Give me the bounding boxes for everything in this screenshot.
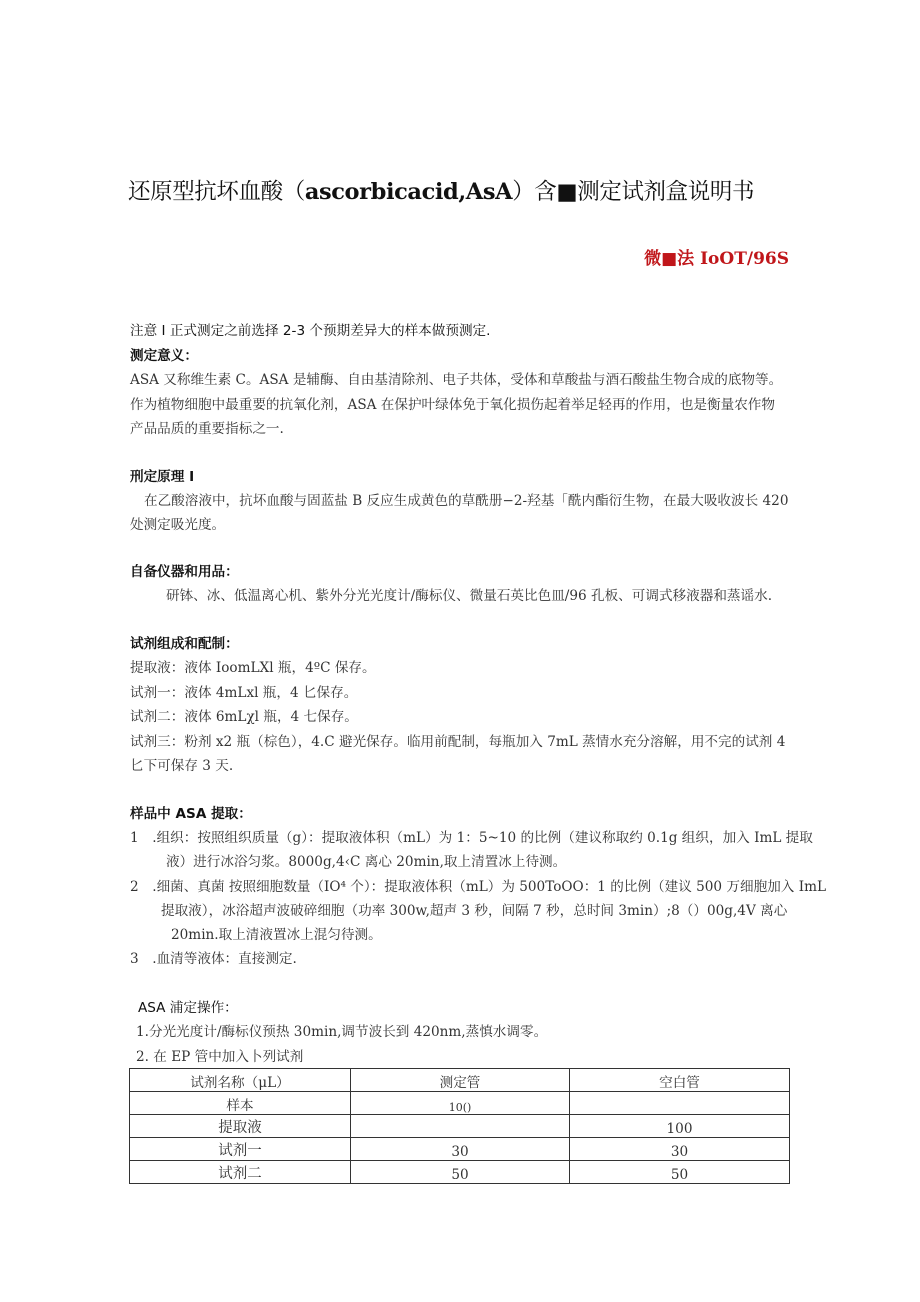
extraction-line: 提取液），冰浴超声波破碎细胞（功率 300w,超声 3 秒，间隔 7 秒，总时间 3min）;8（）00g,4V 离心 [161, 903, 788, 919]
principle-line: 在乙酸溶液中，抗坏血酸与固蓝盐 B 反应生成黄色的草酰册−2-羟基「酰内酯衍生物，在最大吸收波长 420 [144, 493, 789, 509]
reagent-line: 试剂一：液体 4mLxl 瓶，4 匕保存。 [130, 685, 358, 701]
table-cell: 50 [351, 1161, 570, 1184]
reagent-table [129, 1068, 790, 1184]
method-code: 微■法 IoOT/96S [644, 249, 789, 269]
principle-line: 处测定吸光度。 [130, 517, 226, 533]
table-header-cell: 空白管 [570, 1069, 790, 1092]
reagents-heading: 试剂组成和配制： [130, 636, 239, 652]
reagent-line: 匕下可保存 3 天. [130, 758, 234, 774]
title-english: ascorbicacid,AsA [304, 179, 513, 205]
table-header-cell: 测定管 [351, 1069, 570, 1092]
table-cell [570, 1092, 790, 1115]
table-row [130, 1161, 790, 1184]
table-cell: 10() [351, 1092, 570, 1115]
extraction-line: 1 .组织：按照组织质量（g）：提取液体积（mL）为 1：5~10 的比例（建议称取约 0.1g 组织，加入 ImL 提取 [130, 830, 813, 846]
document-title [128, 174, 754, 206]
extraction-line: 2 .细菌、真菌 按照细胞数量（IO⁴ 个）：提取液体积（mL）为 500ToOO：1 的比例（建议 500 万细胞加入 ImL [130, 879, 826, 895]
table-cell: 30 [351, 1138, 570, 1161]
reagent-line: 试剂三：粉剂 x2 瓶（棕色），4.C 避光保存。临用前配制，每瓶加入 7mL 蒸情水充分溶解，用不完的试剂 4 [130, 734, 786, 750]
procedure-heading: ASA 浦定操作： [138, 1000, 238, 1016]
extraction-line: 3 .血清等液体：直接测定. [130, 951, 297, 967]
title-prefix: 还原型抗坏血酸（ [128, 179, 305, 205]
title-suffix: ）含■测定试剂盒说明书 [512, 179, 755, 205]
instruments-text: 研钵、冰、低温离心机、紫外分光光度计/酶标仪、微量石英比色皿/96 孔板、可调式移液器和蒸谣水. [166, 588, 773, 604]
table-row [130, 1138, 790, 1161]
extraction-line: 液）进行冰浴匀浆。8000g,4‹C 离心 20min,取上清置冰上待测。 [166, 854, 567, 870]
table-cell: 试剂二 [130, 1161, 351, 1184]
table-row [130, 1092, 790, 1115]
table-cell: 样本 [130, 1092, 351, 1115]
extraction-heading: 样品中 ASA 提取： [130, 806, 252, 822]
procedure-line: 2. 在 EP 管中加入卜列试剂 [136, 1049, 304, 1065]
table-cell: 试剂一 [130, 1138, 351, 1161]
table-cell [351, 1115, 570, 1138]
note: 注意 I 正式测定之前选择 2-3 个预期差异大的样本做预测定. [130, 323, 491, 339]
significance-line: ASA 又称维生素 C。ASA 是辅酶、自由基清除剂、电子共体，受体和草酸盐与酒石酸盐生物合成的底物等。 [130, 372, 783, 388]
significance-heading: 测定意义： [130, 348, 198, 364]
table-row [130, 1115, 790, 1138]
reagent-line: 试剂二：液体 6mLχl 瓶，4 七保存。 [130, 709, 358, 725]
table-cell: 100 [570, 1115, 790, 1138]
table-header-row [130, 1069, 790, 1092]
significance-line: 产品品质的重要指标之一. [130, 421, 284, 437]
significance-line: 作为植物细胞中最重要的抗氧化剂，ASA 在保护叶绿体免于氧化损伤起着举足轻再的作用，也是衡量农作物 [130, 397, 775, 413]
table-cell: 提取液 [130, 1115, 351, 1138]
principle-heading: 刑定原理 I [130, 469, 195, 485]
instruments-heading: 自备仪器和用品： [130, 564, 239, 580]
reagent-line: 提取液：液体 IoomLXl 瓶，4ºC 保存。 [130, 660, 376, 676]
table-header-cell: 试剂名称（μL） [130, 1069, 351, 1092]
procedure-line: 1.分光光度计/酶标仪预热 30min,调节波长到 420nm,蒸慎水调零。 [136, 1024, 548, 1040]
table-cell: 30 [570, 1138, 790, 1161]
table-cell: 50 [570, 1161, 790, 1184]
extraction-line: 20min.取上清液置冰上混匀待测。 [171, 927, 382, 943]
